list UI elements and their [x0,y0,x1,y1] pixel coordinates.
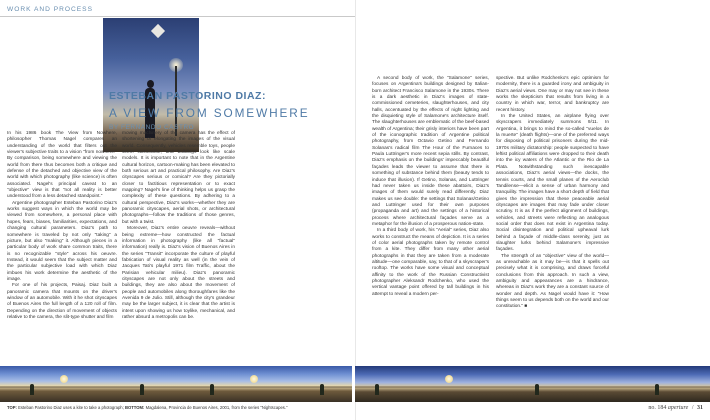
light-source [445,375,453,383]
text-column-4 [496,76,609,311]
section-rule [0,16,355,17]
paragraph: In a third body of work, his "Aerial" series, Diaz also works to construct the means of depiction. It is a series of color aerial photographs taken by remote control from a kite. They differ from many other aerial photographs in that they are taken from a moderate altitude—one comparable, say, to that of a skyscraper's rooftop. The works have some visual and conceptual affinity to the work of the Russian Constructivist photographer Aleksandr Rodchenko, who used the vertical vantage point offered by tall buildings in his attempt to reveal a modern per- [372,228,489,297]
tree [535,384,539,395]
folio-issue: no. 184 [648,405,667,411]
caption-top-text: Esteban Pastorino Diaz uses a kite to take a photograph; [18,405,124,410]
caption-bottom-text: Magdalena, Provincia de Buenos Aires, 2001, from the series "Nightscapes." [145,405,288,410]
folio-separator: / [691,405,694,411]
paragraph: A second body of work, the "Salamone" series, focuses on Argentina's buildings designed by Italian-born architect Francisco Salamone in the 1930s. There is a dark aesthetic in Diaz's images of state-commissioned cemeteries, slaughterhouses, and city halls, accentuated by the effects of night lighting and the disquieting style of Salamone's architecture itself. The slaughterhouses are emblematic of the beef-based wealth of Argentina; their grisly interiors have been part of the iconographic tradition of Argentine political photography, from Octavio Getino and Fernando Solanas's radical film The Hour of the Furnaces to Paula Luttringer's more recent sepia stills. By contrast, Diaz's emphasis on the buildings' impeccably beautiful façades leads the viewer to assume that there is something of substance behind them (beauty tends to induce that illusion). If Getino, Solanas, and Luttringer had never taken us inside these abattoirs, Diaz's images of them would surely read differently. Diaz makes us see double: the settings that Solanas/Getino and Luttringer used for their own purposes (propaganda and art) and the settings of a historical process where architectural façades serve as a metaphor for the illusion of a prosperous nation-state. [372,76,489,227]
paragraph: In his 1986 book The View from Nowhere, philosopher Thomas Nagel compares an understanding of the world that filters out the viewer's subjective traits to a vision "from nowhere." By comparison, being somewhere and viewing the world from there thus becomes both a critique and defense of the detached and objective view of the world with which photography (like science) is often associated. Nagel's principal caveat to an "objective" view is that "not all reality is better understood from a less detached standpoint." [7,131,117,200]
light-source [60,375,68,383]
tree [655,384,659,395]
paragraph: moving machinery of the camera has the effect of shortening or elongating the images of the visual world. Consequently, vehicles resemble toys, people seem cartoonlike, and buildings look like scale models. It is important to note that in the Argentine cultural horizon, cartoon-making has been elevated to both serious art and practical philosophy. Are Diaz's cityscapes serious or comical? Are they pictorially closer to factitious representation or to exact mapping? Nagel's line of thinking helps us grasp the complexity of these questions. By adhering to a cultural perspective, Diaz's works—whether they are panoramic cityscapes, aerial shots, or architectural photographs—follow the traditions of those genres, but with a twist. [122,131,236,225]
article-byline: BY FERNANDO CASTRO [109,124,195,131]
panorama-photo-right [355,366,710,402]
kite-shape [151,24,165,38]
panorama-photo-left [0,366,352,402]
text-column-1 [7,131,117,321]
article-title: ESTEBAN PASTORINO DIAZ: [109,90,266,102]
tree [320,384,324,395]
horizon-line [0,386,352,388]
paragraph: The strength of an "objective" view of the world—as unreachable as it may be—is that it spells out precisely what it is comprising, and draws forceful conclusions from this approach. In such a view, ambiguity and appearances are a hindrance, whereas in Diaz's work they are a constant source of wonder and depth. As Nagel would have it: "How things seem to us depends both on the world and our constitution." ■ [496,253,609,310]
paragraph: Argentine photographer Esteban Pastorino Diaz's works suggest ways in which the world may be viewed from somewhere, a personal place with hopes, fears, biases, familiarities, expectations, and changing cultural parameters. Diaz's path to somewhere is traveled by not only "taking" a picture, but also "making" it. Although pieces in a particular body of work share common traits, there is no recognizable "style" across his oeuvre. Instead, it would seem that the subject matter and the particular subjective load with which Diaz imbues his work determine the aesthetic of the image. [7,200,117,282]
article-subtitle: A VIEW FROM SOMEWHERE [109,106,310,120]
section-label: WORK AND PROCESS [7,6,93,13]
folio-page-number: 31 [697,405,703,411]
tree [210,384,214,395]
text-column-3 [372,76,489,298]
photo-caption [7,405,352,410]
paragraph: spective. But unlike Rodchenko's epic optimism for modernity, there is a guarded irony and ambiguity in Diaz's aerial views. One may or may not see in these works the skepticism that results from living in a country in which war, terror, and bankruptcy are recent history. [496,76,609,113]
text-column-2 [122,131,235,321]
folio-magazine: aperture [667,405,689,411]
caption-top-label: TOP: [7,405,17,410]
light-source [250,375,258,383]
page-gutter [355,0,356,420]
photographer-head [147,80,154,88]
tree [375,384,379,395]
page-folio [648,405,703,411]
paragraph: For one of his projects, Paisaj. Diaz built a panoramic camera that mounts on the driver's window of an automobile. With it he shot cityscapes of Buenos Aires the full length of a 120 roll of film. Depending on the direction of movement of objects relative to the camera, the slit-type shutter and film [7,283,117,320]
paragraph: Moreover, Diaz's entire oeuvre reveals—without being extreme—how constructed the factual information in photography (like all "factual" information) really is. Diaz's vision of Buenos Aires in the series "Transit" incorporate the culture of playful fabrication of visual reality as well (in the vein of Jacques Tati's playful 1971 film Traffic, about the Parisian vehicular milieu). Diaz's panoramic cityscapes are not only about the streets and buildings, they are also about the movement of people and automobiles along thoroughfares like the Avenida 9 de Julio. Still, although the city's grandeur may be the larger subject, it is clear that the artist is intent upon showing us how toylike, mechanical, and rather absurd a metropolis can be. [122,226,235,320]
tree [30,384,34,395]
caption-bottom-label: BOTTOM: [124,405,145,410]
tree [140,384,144,395]
paragraph: In the United States, an airplane flying over skyscrapers immediately summons 9/11. In Argentina, it brings to mind the so-called "vuelos de la muerte" (death flights)—one of the preferred ways for disposing of political prisoners during the mid-1970s military dictatorship: people suspected to have leftist political affiliations were dropped to their death into the icy waters of the Atlantic or the Rio de La Plata. Notwithstanding such inescapable associations, Diaz's aerial views—the docks, the tennis courts, and the small planes of the Aeroclub Tandilense—elicit a sense of urban harmony and tranquility. The images have a short depth of field that gives the impression that these peaceable aerial cityscapes are images that may fade under closer scrutiny. It is as if the perfect alignment of buildings, vehicles, and streets were reflecting an analogous social order that does not exist in Argentina today. Social disintegration and political upheaval lurk behind a façade of middle-class serenity, just as slaughter lurks behind Salamone's impressive façades. [496,114,609,253]
